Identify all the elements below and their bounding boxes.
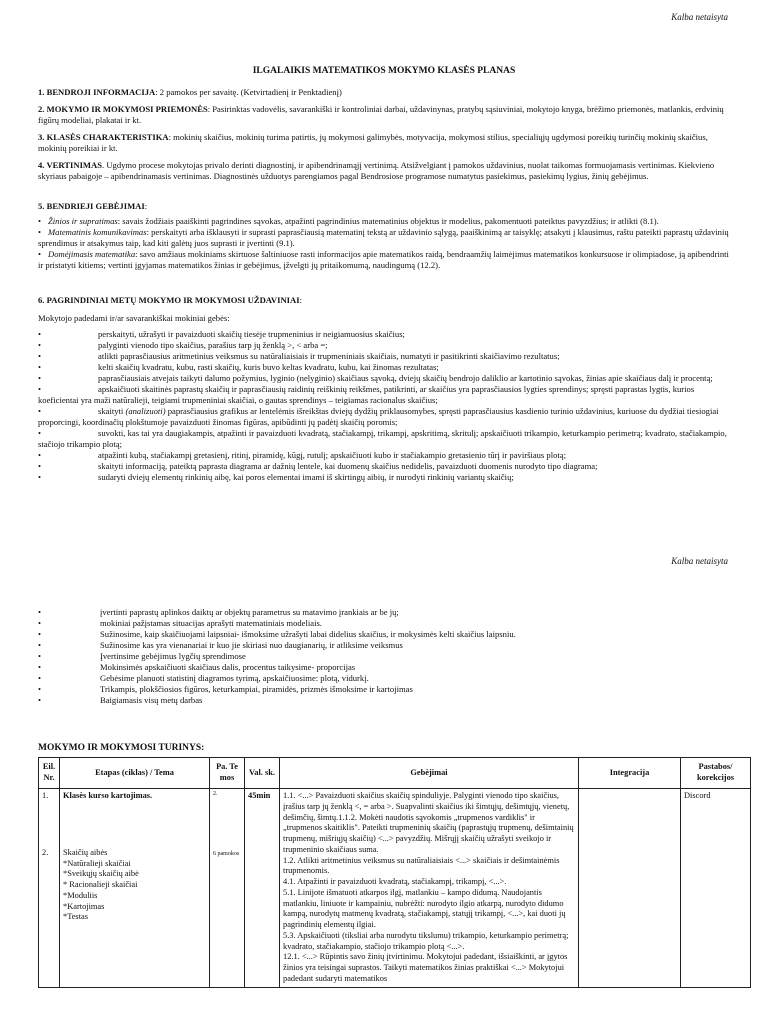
section-label: 2. MOKYMO IR MOKYMOSI PRIEMONĖS: [38, 104, 208, 114]
lessons-cell: [210, 789, 245, 988]
skill-item: 5.3. Apskaičiuoti (tiksliai arba nurodytu tikslumu) trikampio, keturkampio perimetrą; kvadrato, stačiakampio, stačiojo trikampio plotą <...>.: [283, 930, 569, 951]
hours-value: 45min: [248, 791, 271, 800]
header-lessons: Pa. Te mos: [210, 758, 245, 789]
section-label: 4. VERTINIMAS: [38, 160, 103, 170]
document-title: ILGALAIKIS MATEMATIKOS MOKYMO KLASĖS PLANAS: [252, 66, 516, 76]
lessons-value: 2.: [213, 791, 218, 797]
stage-line: *Kartojimas: [63, 901, 105, 911]
section-label: 5. BENDRIEJI GEBĖJIMAI: [38, 201, 145, 211]
header-hours: Val. sk.: [245, 758, 280, 789]
row-number: 2.: [42, 847, 49, 857]
table-header-row: [39, 758, 751, 789]
list-item: • Sužinosime, kaip skaičiuojami laipsniai- išmoksime užrašyti labai didelius skaičius, ir mokysimės kelti skaičius laipsniu.: [38, 629, 516, 639]
section-assessment: [38, 160, 730, 182]
list-item: • Įvertinsime gebėjimus lygčių sprendimose: [38, 651, 246, 661]
language-note-top: Kalba netaisyta: [671, 12, 728, 22]
list-item: • Žinios ir supratimas: savais žodžiais paaiškinti pagrindines sąvokas, atpažinti pagrindinius matematinius objektus ir modelius, pakomentuoti pateiktus pavyzdžius; ir atlikti (8.1).: [38, 216, 659, 226]
list-item: • sudaryti dviejų elementų rinkinių aibę, kai poros elementai imami iš skirtingų aibių, ir nurodyti rinkinių variantų skaičių;: [38, 472, 514, 482]
section-text: . Ugdymo procese mokytojas privalo derinti diagnostinį, ir apibendrinamąjį vertinimą. Atsižvelgiant į pamokos uždavinius, nuolat taikomas formuojamasis vertinimas. Kiekvieno skyriaus pabaigoje – apibendrinamasis vertinimas. Diagnostinės užduotys parengiamos pagal Bendrosiose programose numatytus pasiekimus, pasiekimų lygius, žinių gebėjimus.: [38, 160, 715, 181]
list-item: • Domėjimasis matematika: savo amžiaus mokiniams skirtuose šaltiniuose rasti informacijos apie matematikos raidą, bendraamžių laimėjimus matematikos konkursuose ir olimpiadose, ją apibendrinti ir pristatyti kitiems; vertinti įgyjamas matematikos žinias ir gebėjimus, įžvelgti jų pritaikomumą, naudingumą (12.2).: [38, 249, 729, 270]
list-item: • Baigiamasis visų metų darbas: [38, 695, 203, 705]
skill-item: 4.1. Atpažinti ir pavaizduoti kvadratą, stačiakampį, trikampį, <...>.: [283, 877, 507, 886]
stage-line: * Racionalieji skaičiai: [63, 880, 138, 889]
list-item: • skaityti (analizuoti) paprasčiausius grafikus ar lentelėmis išreikštas dviejų dydžių priklausomybes, spręsti paprasčiausius kasdienio turinio uždavinius, kuriuose du dydžiai tiesiogiai proporcingi, koordinačių plokštumoje pavaizduoti žinomas figūras, apibūdinti jų padėtį skaičių poromis;: [38, 406, 719, 427]
section-label: 1. BENDROJI INFORMACIJA: [38, 87, 156, 97]
skill-item: 12.1. <...> Rūpintis savo žinių įtvirtinimu. Mokytojui padedant, išsiaiškinti, ar įgytos žinios yra teisingai suprastos. Taikyti matematikos žinias praktiškai <...> Mokytojui padedant sudaryti matematikos: [283, 952, 568, 983]
stage-line: *Moduliis: [63, 890, 98, 900]
header-integration: Integracija: [579, 758, 681, 789]
section-main-goals: [38, 295, 730, 306]
goals-list-continued: [38, 607, 730, 706]
list-item: • Mokinsimės apskaičiuoti skaičiaus dalis, procentus taikysime- proporcijas: [38, 662, 356, 672]
stage-cell: [60, 789, 210, 988]
row-number: 1.: [42, 791, 49, 800]
stage-line: Skaičių aibės: [63, 847, 108, 857]
list-item: • apskaičiuoti skaitinės paprastų skaičių ir paprasčiausių raidinių reiškinių reikšmes, patikrinti, ar skaičius yra paprasčiausios lygties sprendinys; spręsti paprastas lygtis, kurios koeficientai yra maži natūralieji, teigiami trupmeniniai skaičiai, o gautas sprendinys – teigiamas racionalus skaičius;: [38, 384, 695, 405]
list-item: • palyginti vienodo tipo skaičius, parašius tarp jų ženklą >, < arba =;: [38, 340, 328, 350]
row-number-cell: [39, 789, 60, 988]
stage-line: *Sveikųjų skaičių aibė: [63, 869, 139, 879]
stage-line: *Testas: [63, 912, 88, 922]
goals-list: [38, 329, 730, 483]
section-general-info: [38, 87, 730, 98]
section-label: 6. PAGRINDINIAI METŲ MOKYMO IR MOKYMOSI UŽDAVINIAI: [38, 295, 300, 305]
language-note-mid: Kalba netaisyta: [671, 556, 728, 566]
list-item: • Matematinis komunikavimas: perskaityti arba išklausyti ir suprasti paprasčiausią matematinį tekstą ar uždavinio sąlygą, paaiškinimą ar taisyklę; atsakyti į klausimus, raštu pateikti paprastų uždavinių sprendimus ir atsakymus taip, kad kiti galėtų juos suprasti ir įvertinti (9.1).: [38, 227, 729, 248]
content-table: [38, 757, 751, 988]
list-item: • Trikampis, plokščiosios figūros, keturkampiai, piramidės, prizmės išmoksime ir kartojimas: [38, 684, 413, 694]
list-item: • Sužinosime kas yra vienanariai ir kuo jie skiriasi nuo daugianarių, ir atliksime veiksmus: [38, 640, 403, 650]
content-heading: MOKYMO IR MOKYMOSI TURINYS:: [38, 743, 205, 753]
skill-item: 5.1. Linijote išmatuoti atkarpos ilgį, matlankiu – kampo didumą. Naudojantis matlankiu, liniuote ir kampainiu, nubrėžti: nurodyto ilgio atkarpą, nurodyto didumo kampą, nurodytų matmenų kvadratą, stačiakampį, statųjį trikampį, <...>, kai duoti jų pagrindinių elementų ilgiai.: [283, 887, 566, 929]
header-number: Eil. Nr.: [39, 758, 60, 789]
lessons-value: 6 pamokos: [213, 850, 240, 857]
header-notes: Pastabos/ korekcijos: [681, 758, 751, 789]
section-teaching-tools: [38, 104, 730, 126]
list-item: • mokiniai pažįstamas situacijas aprašyti matematiniais modeliais.: [38, 618, 322, 628]
stage-line: *Natūralieji skaičiai: [63, 858, 131, 868]
general-skills-list: [38, 216, 730, 271]
list-item: • atpažinti kubą, stačiakampį gretasienį, ritinį, piramidę, kūgį, rutulį; apskaičiuoti kubo ir stačiakampio gretasienio tūrį ir paviršiaus plotą;: [38, 450, 566, 460]
list-item: • įvertinti paprastų aplinkos daiktų ar objektų parametrus su matavimo įrankiais ar be jų;: [38, 607, 399, 617]
section-general-skills: [38, 201, 730, 212]
hours-cell: [245, 789, 280, 988]
stage-title: Klasės kurso kartojimas.: [63, 791, 153, 800]
table-row: [39, 789, 751, 988]
section-text: :: [144, 201, 148, 211]
integration-cell: [579, 789, 681, 988]
list-item: • atlikti paprasčiausius aritmetinius veiksmus su natūraliaisiais ir trupmeniniais skaičiais, numatyti ir pasitikrinti skaičiavimo rezultatus;: [38, 351, 560, 361]
list-item: • suvokti, kas tai yra daugiakampis, atpažinti ir pavaizduoti kvadratą, stačiakampį, trikampį, apskritimą, skritulį; apskaičiuoti trikampio, keturkampio perimetrą; kvadrato, stačiakampio, stačiojo trikampio plotą;: [38, 428, 727, 449]
notes-value: Discord: [684, 791, 711, 800]
skill-item: 1.1. <...> Pavaizduoti skaičius skaičių spinduliyje. Palyginti vienodo tipo skaičius, įrašius tarp jų ženklą <, = arba >. Suapvalinti skaičius iki šimtųjų, dešimtųjų, vienetų, dešimčių, šimtų.1.1.2. Mokėti naudotis sąvokomis „trupmenos vardiklis" ir „trupmenos skaitiklis". Pateikti trupmeninių skaičių (paprastųjų trupmenų, dešimtainių trupmenų, mišriųjų skaičių) <...> pavyzdžių. Mišrųjį skaičių užrašyti sveikojo ir trupmeninio skaičiaus suma.: [283, 791, 574, 854]
section-label: 3. KLASĖS CHARAKTERISTIKA: [38, 132, 169, 142]
list-item: • paprasčiausiais atvejais taikyti dalumo požymius, lyginio (nelyginio) skaičiaus sąvoką, dviejų skaičių bendrojo daliklio ar kartotinio sąvokas, žinias apie skaičiaus dalį ir procentą;: [38, 373, 713, 383]
section-text: : mokinių skaičius, mokinių turima patirtis, jų mokymosi galimybės, motyvacija, mokymosi stilius, specialiųjų ugdymosi poreikių turinčių mokinių skaičius, mokinių poreikiai ir kt.: [38, 132, 708, 153]
skills-cell: [280, 789, 579, 988]
skill-item: 1.2. Atlikti aritmetinius veiksmus su natūraliaisiais <...> skaičiais ir dešimtainėmis trupmenomis.: [283, 855, 560, 876]
goals-intro: Mokytojo padedami ir/ar savarankiškai mokiniai gebės:: [38, 313, 230, 323]
header-stage: Etapas (ciklas) / Tema: [60, 758, 210, 789]
list-item: • Gebėsime planuoti statistinį diagramos tyrimą, apskaičiuosime: plotą, vidurkį.: [38, 673, 369, 683]
notes-cell: [681, 789, 751, 988]
header-skills: Gebėjimai: [280, 758, 579, 789]
section-class-characteristics: [38, 132, 730, 154]
list-item: • skaityti informaciją, pateiktą paprasta diagrama ar dažnių lentele, kai duomenų skaičius nedidelis, pavaizduoti duomenis nurodyto tipo diagrama;: [38, 461, 598, 471]
list-item: • kelti skaičių kvadratu, kubu, rasti skaičių, kuris buvo keltas kvadratu, kubu, kai žinomas rezultatas;: [38, 362, 439, 372]
section-text: : 2 pamokos per savaitę. (Ketvirtadienį ir Penktadienį): [155, 87, 342, 97]
list-item: • perskaityti, užrašyti ir pavaizduoti skaičių tiesėje trupmeninius ir neigiamuosius skaičius;: [38, 329, 405, 339]
section-text: : Pasirinktas vadovėlis, savarankiški ir kontroliniai darbai, uždavinynas, pratybų sąsiuviniai, mokytojo knyga, brėžimo priemonės, matlankis, erdvinių figūrų modeliai, plakatai ir kt.: [38, 104, 724, 125]
section-text: :: [299, 295, 302, 305]
